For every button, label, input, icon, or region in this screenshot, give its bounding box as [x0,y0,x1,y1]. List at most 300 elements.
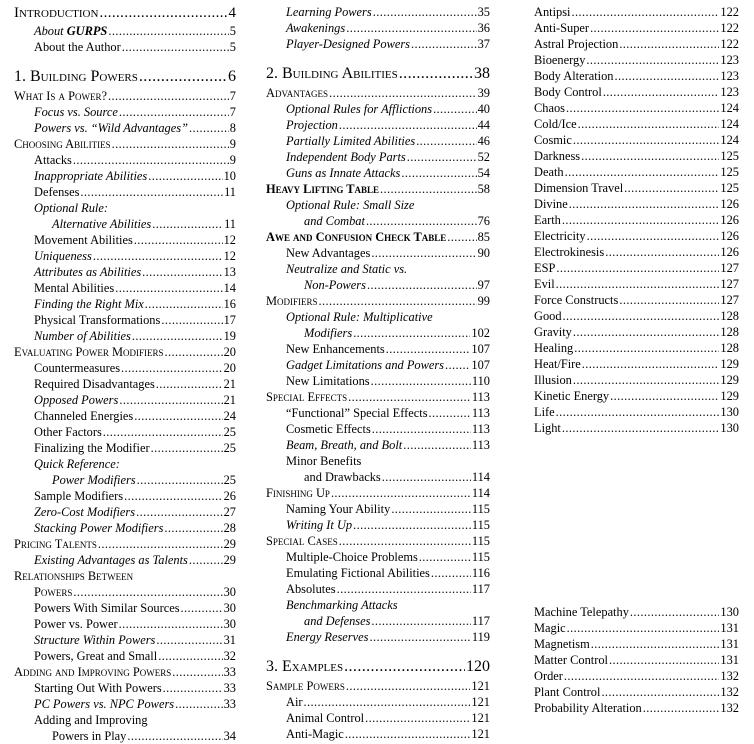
leader-dots [572,4,720,20]
toc-entry-title: About GURPS [34,24,108,38]
toc-entry-mental-abilities[interactable] [14,280,236,296]
page-number: 24 [223,409,236,423]
toc-entry-light[interactable] [534,420,739,436]
toc-entry-title: Body Alteration [534,69,614,83]
toc-entry-and-drawbacks[interactable] [266,469,490,485]
toc-entry-title: Zero-Cost Modifiers [34,505,136,519]
leader-dots [581,148,719,164]
leader-dots [429,405,471,421]
toc-entry-functional-special-effects[interactable] [266,405,490,421]
leader-dots [587,228,720,244]
leader-dots [165,344,223,360]
toc-entry-focus-vs-source[interactable] [14,104,236,120]
toc-entry-title: Dimension Travel [534,181,624,195]
toc-entry-title: Introduction [14,5,99,21]
page-number: 21 [223,377,236,391]
toc-entry-title: Optional Rule: Small Size [286,198,415,212]
toc-entry-order[interactable] [534,668,739,684]
toc-entry-title: Projection [286,118,338,132]
toc-entry-attributes-as-abilities[interactable] [14,264,236,280]
page-number: 102 [471,326,490,340]
toc-entry-projection[interactable] [266,117,490,133]
leader-dots [145,296,223,312]
toc-entry-title: Electricity [534,229,586,243]
toc-entry-attacks[interactable] [14,152,236,168]
leader-dots [573,132,720,148]
toc-entry-special-effects[interactable] [266,389,490,405]
toc-entry-title: Benchmarking Attacks [286,598,398,612]
toc-entry-new-limitations[interactable] [266,373,490,389]
toc-entry-title: Existing Advantages as Talents [34,553,188,567]
page-number: 132 [720,701,739,715]
toc-entry-1-building-powers[interactable] [14,66,236,88]
page-number: 114 [471,470,490,484]
toc-entry-opposed-powers[interactable] [14,392,236,408]
toc-entry-chaos[interactable] [534,100,739,116]
toc-entry-title: New Enhancements [286,342,385,356]
toc-entry-alternative-abilities[interactable] [14,216,236,232]
leader-dots [108,23,228,39]
toc-entry-title: Astral Projection [534,37,619,51]
leader-dots [353,517,471,533]
toc-entry-body-alteration[interactable] [534,68,739,84]
toc-column-3 [534,4,739,436]
toc-entry-power-vs-power[interactable] [14,616,236,632]
leader-dots [189,552,223,568]
toc-entry-machine-telepathy[interactable] [534,604,739,620]
toc-entry-title: Modifiers [266,294,318,308]
toc-entry-illusion[interactable] [534,372,739,388]
leader-dots [603,84,720,100]
page-number: 30 [223,601,236,615]
page-number: 131 [720,653,739,667]
leader-dots [373,4,477,20]
toc-entry-title: Darkness [534,149,581,163]
toc-entry-existing-advantages-as-talents[interactable] [14,552,236,568]
toc-entry-adding-and-improving-powers[interactable] [14,664,236,680]
toc-entry-title: Divine [534,197,568,211]
toc-entry-title: Number of Abilities [34,329,131,343]
page-number: 129 [720,373,739,387]
leader-dots [619,36,719,52]
toc-entry-energy-reserves[interactable] [266,629,490,645]
page-number: 127 [720,261,739,275]
toc-entry-new-advantages[interactable] [266,245,490,261]
toc-entry-non-powers[interactable] [266,277,490,293]
toc-entry-structure-within-powers[interactable] [14,632,236,648]
toc-entry-electricity[interactable] [534,228,739,244]
toc-entry-title: Force Constructs [534,293,619,307]
page-number: 130 [720,405,739,419]
toc-entry-death[interactable] [534,164,739,180]
page-number: 40 [477,102,490,116]
toc-entry-title: What Is a Power? [14,89,108,103]
leader-dots [353,325,470,341]
toc-entry-other-factors[interactable] [14,424,236,440]
toc-entry-and-combat[interactable] [266,213,490,229]
toc-entry-title: Uniqueness [34,249,92,263]
page-number: 123 [720,53,739,67]
leader-dots [121,360,223,376]
page-number: 11 [224,217,236,231]
toc-entry-partially-limited-abilities[interactable] [266,133,490,149]
leader-dots [345,726,471,742]
toc-entry-defenses[interactable] [14,184,236,200]
toc-entry-optional-rule-small-size[interactable] [266,197,490,213]
page-number: 99 [477,294,490,308]
toc-entry-title: Powers vs. “Wild Advantages” [34,121,188,135]
leader-dots [562,212,720,228]
toc-entry-title: Alternative Abilities [52,217,152,231]
page-number: 44 [477,118,490,132]
leader-dots [139,66,227,88]
toc-entry-channeled-energies[interactable] [14,408,236,424]
toc-entry-countermeasures[interactable] [14,360,236,376]
toc-entry-title: Finding the Right Mix [34,297,144,311]
toc-entry-title: and Defenses [304,614,371,628]
leader-dots [127,728,222,744]
leader-dots [331,485,471,501]
leader-dots [112,136,229,152]
toc-entry-powers-great-and-small[interactable] [14,648,236,664]
toc-entry-title: Cosmic [534,133,572,147]
page-number: 129 [720,357,739,371]
toc-entry-title: Good [534,309,562,323]
leader-dots [304,694,471,710]
page-number: 125 [720,149,739,163]
toc-entry-cold-ice[interactable] [534,116,739,132]
toc-entry-title: Attacks [34,153,72,167]
page-number: 114 [471,486,490,500]
toc-entry-title: 2. Building Abilities [266,65,398,82]
toc-entry-learning-powers[interactable] [266,4,490,20]
leader-dots [142,264,222,280]
toc-entry-evaluating-power-modifiers[interactable] [14,344,236,360]
page-number: 6 [228,68,236,85]
leader-dots [573,372,720,388]
toc-entry-and-defenses[interactable] [266,613,490,629]
toc-entry-guns-as-innate-attacks[interactable] [266,165,490,181]
toc-entry-adding-and-improving[interactable] [14,712,236,728]
leader-dots [103,424,223,440]
toc-entry-title: Movement Abilities [34,233,133,247]
toc-entry-neutralize-and-static-vs[interactable] [266,261,490,277]
toc-entry-title: Awakenings [286,21,346,35]
page-number: 121 [471,711,490,725]
page-number: 130 [720,421,739,435]
page-number: 12 [223,233,236,247]
toc-entry-title: Electrokinesis [534,245,605,259]
toc-entry-benchmarking-attacks[interactable] [266,597,490,613]
leader-dots [319,293,477,309]
page-number: 119 [471,630,490,644]
page-number: 25 [223,473,236,487]
toc-entry-title: Opposed Powers [34,393,119,407]
toc-entry-evil[interactable] [534,276,739,292]
toc-entry-title: Sample Modifiers [34,489,124,503]
toc-entry-independent-body-parts[interactable] [266,149,490,165]
toc-entry-esp[interactable] [534,260,739,276]
page-number: 30 [223,617,236,631]
toc-entry-minor-benefits[interactable] [266,453,490,469]
leader-dots [433,101,477,117]
leader-dots [567,620,720,636]
toc-entry-astral-projection[interactable] [534,36,739,52]
toc-entry-air[interactable] [266,694,490,710]
toc-entry-modifiers[interactable] [266,325,490,341]
leader-dots [329,85,477,101]
toc-entry-good[interactable] [534,308,739,324]
page-number: 90 [477,246,490,260]
toc-entry-zero-cost-modifiers[interactable] [14,504,236,520]
page-number: 20 [223,361,236,375]
page-number: 127 [720,277,739,291]
toc-entry-about-the-author[interactable] [14,39,236,55]
leader-dots [152,216,223,232]
page-number: 34 [223,729,236,743]
toc-entry-magnetism[interactable] [534,636,739,652]
leader-dots [391,501,471,517]
spacer [266,645,490,656]
page-number: 35 [477,5,490,19]
page-number: 10 [223,169,236,183]
page-number: 117 [471,614,490,628]
toc-entry-powers-in-play[interactable] [14,728,236,744]
leader-dots [73,584,222,600]
page-number: 107 [471,342,490,356]
toc-entry-magic[interactable] [534,620,739,636]
page-number: 7 [229,89,236,103]
toc-entry-life[interactable] [534,404,739,420]
leader-dots [586,52,719,68]
toc-entry-title: Chaos [534,101,565,115]
toc-entry-anti-super[interactable] [534,20,739,36]
toc-entry-title: Illusion [534,373,572,387]
toc-entry-uniqueness[interactable] [14,248,236,264]
page-number: 115 [471,502,490,516]
toc-entry-sample-modifiers[interactable] [14,488,236,504]
toc-entry-optional-rules-for-afflictions[interactable] [266,101,490,117]
leader-dots [401,165,476,181]
leader-dots [93,248,223,264]
toc-entry-title: Heat/Fire [534,357,581,371]
toc-entry-probability-alteration[interactable] [534,700,739,716]
toc-entry-player-designed-powers[interactable] [266,36,490,52]
toc-entry-title: Air [286,695,303,709]
toc-entry-title: Required Disadvantages [34,377,155,391]
toc-entry-awakenings[interactable] [266,20,490,36]
leader-dots [137,472,223,488]
leader-dots [158,648,222,664]
leader-dots [339,117,477,133]
toc-entry-antipsi[interactable] [534,4,739,20]
toc-entry-title: Physical Transformations [34,313,161,327]
spacer [266,52,490,63]
toc-entry-stacking-power-modifiers[interactable] [14,520,236,536]
toc-entry-relationships-between[interactable] [14,568,236,584]
toc-entry-3-examples[interactable] [266,656,490,678]
page-number: 124 [720,101,739,115]
leader-dots [371,373,471,389]
toc-entry-kinetic-energy[interactable] [534,388,739,404]
toc-entry-finalizing-the-modifier[interactable] [14,440,236,456]
toc-entry-title: Mental Abilities [34,281,115,295]
leader-dots [372,421,471,437]
toc-entry-divine[interactable] [534,196,739,212]
leader-dots [399,63,473,85]
toc-entry-heavy-lifting-table[interactable] [266,181,490,197]
toc-entry-title: Choosing Abilities [14,137,111,151]
toc-entry-pricing-talents[interactable] [14,536,236,552]
leader-dots [445,357,470,373]
leader-dots [380,181,477,197]
toc-entry-plant-control[interactable] [534,684,739,700]
toc-entry-power-modifiers[interactable] [14,472,236,488]
page-number: 125 [720,165,739,179]
toc-entry-gravity[interactable] [534,324,739,340]
toc-entry-heat-fire[interactable] [534,356,739,372]
toc-entry-title: and Drawbacks [304,470,381,484]
toc-entry-darkness[interactable] [534,148,739,164]
toc-entry-healing[interactable] [534,340,739,356]
toc-entry-dimension-travel[interactable] [534,180,739,196]
leader-dots [610,388,719,404]
leader-dots [119,616,223,632]
toc-column-3-lower [534,604,739,716]
page-number: 46 [477,134,490,148]
leader-dots [156,376,223,392]
toc-entry-beam-breath-and-bolt[interactable] [266,437,490,453]
toc-entry-title: Kinetic Energy [534,389,610,403]
toc-entry-optional-rule[interactable] [14,200,236,216]
toc-entry-force-constructs[interactable] [534,292,739,308]
toc-entry-anti-magic[interactable] [266,726,490,742]
toc-entry-multiple-choice-problems[interactable] [266,549,490,565]
leader-dots [556,404,720,420]
toc-entry-sample-powers[interactable] [266,678,490,694]
toc-entry-cosmetic-effects[interactable] [266,421,490,437]
toc-entry-bioenergy[interactable] [534,52,739,68]
toc-entry-title: Optional Rule: [34,201,108,215]
page-number: 7 [229,105,236,119]
toc-entry-body-control[interactable] [534,84,739,100]
page-number: 126 [720,229,739,243]
toc-entry-introduction[interactable] [14,4,236,23]
toc-entry-title: Learning Powers [286,5,372,19]
toc-entry-number-of-abilities[interactable] [14,328,236,344]
leader-dots [348,389,471,405]
leader-dots [181,600,223,616]
toc-entry-movement-abilities[interactable] [14,232,236,248]
page-number: 36 [477,21,490,35]
toc-entry-required-disadvantages[interactable] [14,376,236,392]
page-number: 113 [471,390,490,404]
toc-entry-modifiers[interactable] [266,293,490,309]
toc-entry-title: Powers With Similar Sources [34,601,180,615]
leader-dots [134,232,223,248]
toc-entry-advantages[interactable] [266,85,490,101]
toc-entry-electrokinesis[interactable] [534,244,739,260]
toc-entry-choosing-abilities[interactable] [14,136,236,152]
toc-entry-title: Gadget Limitations and Powers [286,358,444,372]
toc-entry-inappropriate-abilities[interactable] [14,168,236,184]
toc-entry-physical-transformations[interactable] [14,312,236,328]
toc-entry-title: 1. Building Powers [14,68,138,85]
toc-entry-pc-powers-vs-npc-powers[interactable] [14,696,236,712]
toc-entry-new-enhancements[interactable] [266,341,490,357]
toc-entry-title: Inappropriate Abilities [34,169,148,183]
toc-entry-special-cases[interactable] [266,533,490,549]
leader-dots [346,20,476,36]
toc-entry-about-gurps[interactable] [14,23,236,39]
leader-dots [156,632,222,648]
toc-entry-quick-reference[interactable] [14,456,236,472]
toc-entry-title: Power Modifiers [52,473,136,487]
leader-dots [578,116,720,132]
page-number: 9 [229,153,236,167]
page-number: 85 [477,230,490,244]
page-number: 128 [720,341,739,355]
page-number: 117 [471,582,490,596]
page-number: 123 [720,85,739,99]
toc-entry-optional-rule-multiplicative[interactable] [266,309,490,325]
toc-entry-title: Emulating Fictional Abilities [286,566,430,580]
toc-entry-finding-the-right-mix[interactable] [14,296,236,312]
toc-entry-emulating-fictional-abilities[interactable] [266,565,490,581]
toc-entry-what-is-a-power[interactable] [14,88,236,104]
leader-dots [132,328,223,344]
page-number: 27 [223,505,236,519]
toc-entry-title: Earth [534,213,561,227]
page-number: 33 [223,697,236,711]
toc-entry-title: Plant Control [534,685,601,699]
toc-entry-title: Minor Benefits [286,454,362,468]
page-number: 39 [477,86,490,100]
page-number: 5 [229,40,236,54]
leader-dots [337,581,471,597]
page-number: 16 [223,297,236,311]
toc-entry-animal-control[interactable] [266,710,490,726]
page-number: 107 [471,358,490,372]
toc-entry-starting-out-with-powers[interactable] [14,680,236,696]
page-number: 31 [223,633,236,647]
toc-entry-earth[interactable] [534,212,739,228]
toc-entry-finishing-up[interactable] [266,485,490,501]
toc-entry-powers[interactable] [14,584,236,600]
toc-entry-absolutes[interactable] [266,581,490,597]
toc-entry-2-building-abilities[interactable] [266,63,490,85]
toc-entry-title: Naming Your Ability [286,502,391,516]
leader-dots [609,652,719,668]
leader-dots [115,280,222,296]
toc-entry-matter-control[interactable] [534,652,739,668]
leader-dots [564,668,720,684]
page-number: 33 [223,665,236,679]
toc-entry-naming-your-ability[interactable] [266,501,490,517]
toc-entry-awe-and-confusion-check-table[interactable] [266,229,490,245]
leader-dots [124,488,222,504]
leader-dots [569,196,720,212]
leader-dots [365,710,470,726]
leader-dots [416,133,476,149]
toc-entry-writing-it-up[interactable] [266,517,490,533]
toc-entry-title: ESP [534,261,556,275]
toc-entry-powers-with-similar-sources[interactable] [14,600,236,616]
toc-entry-cosmic[interactable] [534,132,739,148]
toc-entry-powers-vs-wild-advantages[interactable] [14,120,236,136]
toc-entry-gadget-limitations-and-powers[interactable] [266,357,490,373]
toc-entry-title: Death [534,165,564,179]
